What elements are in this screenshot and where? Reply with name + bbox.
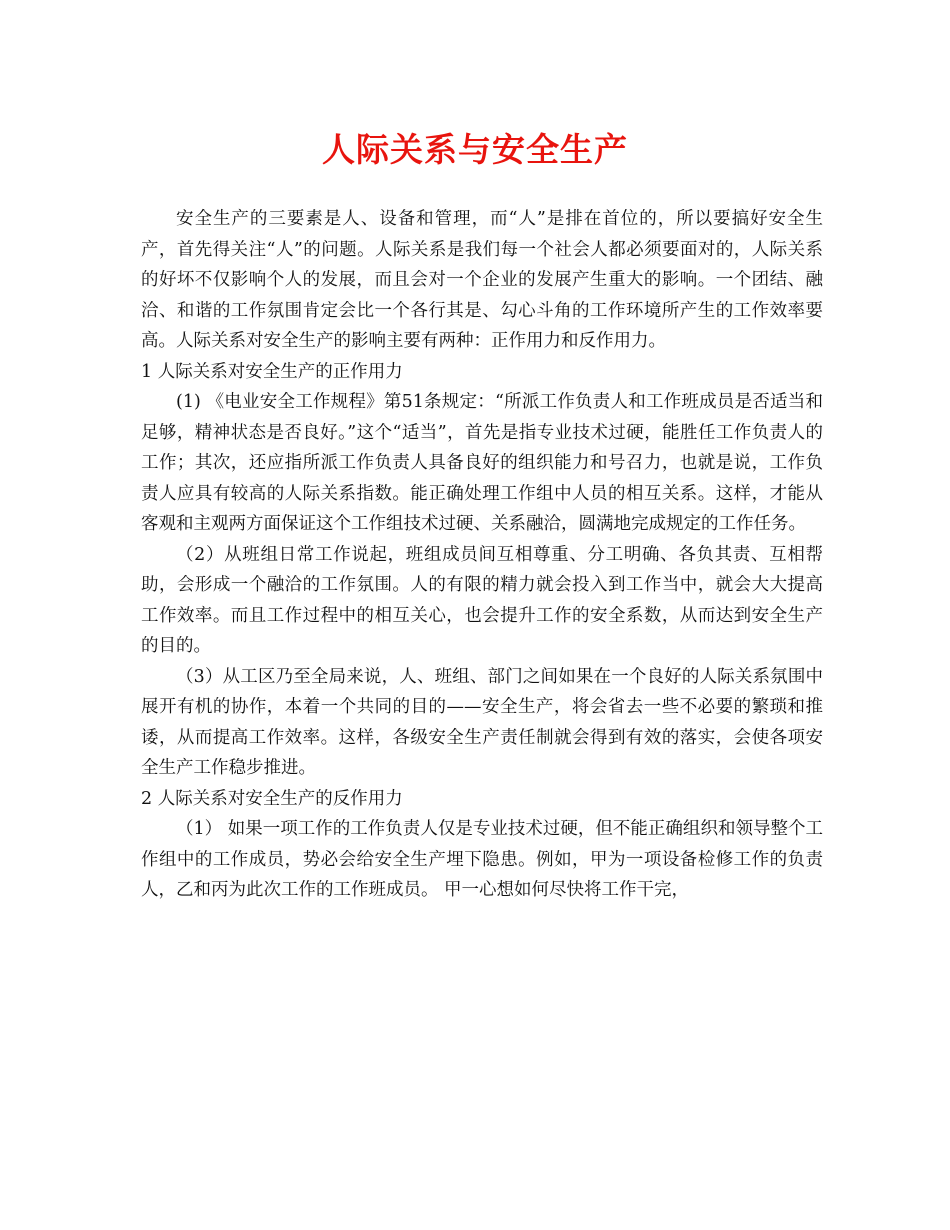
body-paragraph: (1) 《电业安全工作规程》第51条规定：“所派工作负责人和工作班成员是否适当和足够，精神状态是否良好。”这个“适当”，首先是指专业技术过硬，能胜任工作负责人的工作；其次，还应指所派工作负责人具备良好的组织能力和号召力，也就是说，工作负责人应具有较高的人际关系指数。能正确处理工作组中人员的相互关系。这样，才能从客观和主观两方面保证这个工作组技术过硬、关系融洽，圆满地完成规定的工作任务。 [141, 392, 823, 534]
section-heading-negative-effect: 2 人际关系对安全生产的反作用力 [141, 788, 403, 809]
body-paragraph: （3）从工区乃至全局来说，人、班组、部门之间如果在一个良好的人际关系氛围中展开有机的协作，本着一个共同的目的——安全生产，将会省去一些不必要的繁琐和推诿，从而提高工作效率。这样，各级安全生产责任制就会得到有效的落实，会使各项安全生产工作稳步推进。 [141, 666, 823, 778]
body-paragraph: （1） 如果一项工作的工作负责人仅是专业技术过硬，但不能正确组织和领导整个工作组中的工作成员，势必会给安全生产埋下隐患。例如，甲为一项设备检修工作的负责人，乙和丙为此次工作的工作班成员。 甲一心想如何尽快将工作干完， [141, 819, 823, 900]
document-title: 人际关系与安全生产 [322, 130, 628, 169]
body-paragraph: （2）从班组日常工作说起，班组成员间互相尊重、分工明确、各负其责、互相帮助，会形成一个融洽的工作氛围。人的有限的精力就会投入到工作当中，就会大大提高工作效率。而且工作过程中的相互关心，也会提升工作的安全系数，从而达到安全生产的目的。 [141, 544, 823, 656]
intro-paragraph: 安全生产的三要素是人、设备和管理，而“人”是排在首位的，所以要搞好安全生产，首先得关注“人”的问题。人际关系是我们每一个社会人都必须要面对的，人际关系的好坏不仅影响个人的发展，而且会对一个企业的发展产生重大的影响。一个团结、融洽、和谐的工作氛围肯定会比一个各行其是、勾心斗角的工作环境所产生的工作效率要高。人际关系对安全生产的影响主要有两种：正作用力和反作用力。 [141, 209, 823, 351]
document-body [141, 204, 823, 906]
section-heading-positive-effect: 1 人际关系对安全生产的正作用力 [141, 361, 403, 382]
